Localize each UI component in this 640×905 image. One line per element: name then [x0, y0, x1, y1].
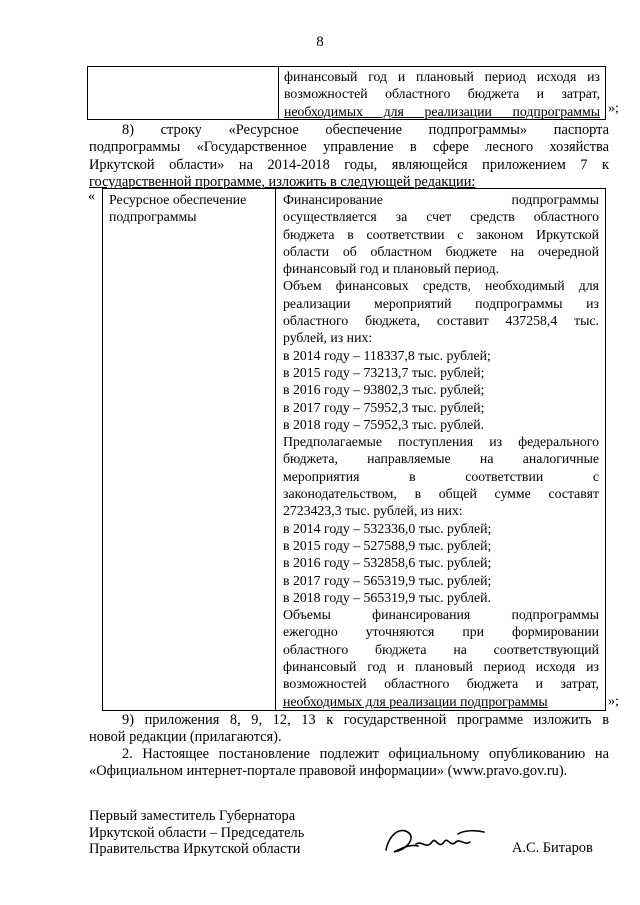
- text-line: в 2014 году – 532336,0 тыс. рублей;: [283, 520, 492, 536]
- text-line: в 2015 году – 527588,9 тыс. рублей;: [283, 537, 492, 553]
- text-line: возможностей областного бюджета и затрат,: [283, 676, 599, 692]
- handwritten-signature: [380, 820, 490, 862]
- item-2-paragraph: [89, 746, 609, 781]
- text-line: финансовый год и плановый период исходя из: [283, 659, 599, 675]
- text-line: Предполагаемые поступления из федерального: [283, 434, 599, 450]
- text-line: в 2017 году – 565319,9 тыс. рублей;: [283, 572, 492, 588]
- text-line: 2. Настоящее постановление подлежит официальному опубликованию на: [122, 746, 609, 762]
- text-line: Иркутской области – Председатель: [89, 824, 305, 841]
- text-line: бюджета, направляемые на аналогичные: [283, 451, 599, 467]
- text-line: в 2016 году – 93802,3 тыс. рублей;: [283, 382, 485, 398]
- text-line: Правительства Иркутской области: [89, 841, 301, 857]
- text-line: 9) приложения 8, 9, 12, 13 к государственной программе изложить в: [122, 712, 609, 728]
- text-line: в 2014 году – 118337,8 тыс. рублей;: [283, 347, 491, 363]
- text-line: области об областном бюджете на очередной: [283, 243, 599, 259]
- text-line: финансовый год и плановый период.: [283, 261, 500, 277]
- text-line: подпрограммы «Государственное управление в сфере лесного хозяйства: [89, 139, 609, 156]
- text-line: мероприятия в соответствии с: [283, 468, 599, 484]
- text-line: областного бюджета, составит 437258,4 тыс.: [283, 313, 599, 329]
- top-table-close-quote: »;: [608, 101, 619, 116]
- resource-table-left-cell: [103, 189, 276, 710]
- top-table-fragment: [87, 66, 606, 120]
- text-line: в 2018 году – 565319,9 тыс. рублей.: [283, 589, 491, 605]
- text-line: необходимых для реализации подпрограммы: [283, 693, 548, 709]
- text-line: в 2017 году – 75952,3 тыс. рублей;: [283, 399, 485, 415]
- top-table-left-cell: [88, 67, 279, 119]
- resource-table: [102, 188, 606, 711]
- text-line: бюджета в соответствии с законом Иркутской: [283, 226, 599, 242]
- signatory-position: [89, 808, 349, 858]
- text-line: в 2018 году – 75952,3 тыс. рублей.: [283, 416, 485, 432]
- text-line: 8) строку «Ресурсное обеспечение подпрограммы» паспорта: [122, 122, 609, 138]
- text-line: финансовый год и плановый период исходя из: [284, 69, 600, 84]
- text-line: государственной программе, изложить в следующей редакции:: [89, 174, 476, 191]
- text-line: Финансирование подпрограммы: [283, 192, 599, 207]
- text-line: Первый заместитель Губернатора: [89, 808, 296, 824]
- text-line: Иркутской области» на 2014-2018 годы, являющейся приложением 7 к: [89, 156, 609, 173]
- text-line: Ресурсное обеспечение: [109, 192, 247, 207]
- text-line: осуществляется за счет средств областного: [283, 209, 599, 225]
- main-table-open-quote: «: [88, 189, 95, 204]
- text-line: в 2016 году – 532858,6 тыс. рублей;: [283, 555, 492, 571]
- main-table-close-quote: »;: [608, 694, 619, 709]
- text-line: областного бюджета на соответствующий: [283, 641, 599, 657]
- page-number: 8: [316, 34, 324, 50]
- text-line: реализации мероприятий подпрограммы из: [283, 295, 599, 311]
- text-line: Объем финансовых средств, необходимый для: [283, 278, 599, 294]
- text-line: подпрограммы: [109, 209, 197, 225]
- text-line: рублей, из них:: [283, 330, 373, 346]
- item-9-paragraph: [89, 712, 609, 747]
- item-8-paragraph: [89, 122, 609, 192]
- text-line: в 2015 году – 73213,7 тыс. рублей;: [283, 364, 485, 380]
- text-line: Объемы финансирования подпрограммы: [283, 607, 599, 623]
- text-line: «Официальном интернет-портале правовой информации» (www.pravo.gov.ru).: [89, 763, 568, 780]
- text-line: новой редакции (прилагаются).: [89, 729, 282, 746]
- resource-table-label: [109, 191, 275, 226]
- text-line: законодательством, в общей сумме составят: [283, 486, 599, 502]
- text-line: необходимых для реализации подпрограммы: [284, 103, 600, 119]
- text-line: 2723423,3 тыс. рублей, из них:: [283, 503, 463, 519]
- text-line: возможностей областного бюджета и затрат,: [284, 86, 600, 102]
- resource-table-content: [283, 191, 599, 710]
- top-table-right-cell: [284, 68, 600, 120]
- signatory-name: А.С. Битаров: [512, 840, 593, 856]
- text-line: ежегодно уточняются при формировании: [283, 624, 599, 640]
